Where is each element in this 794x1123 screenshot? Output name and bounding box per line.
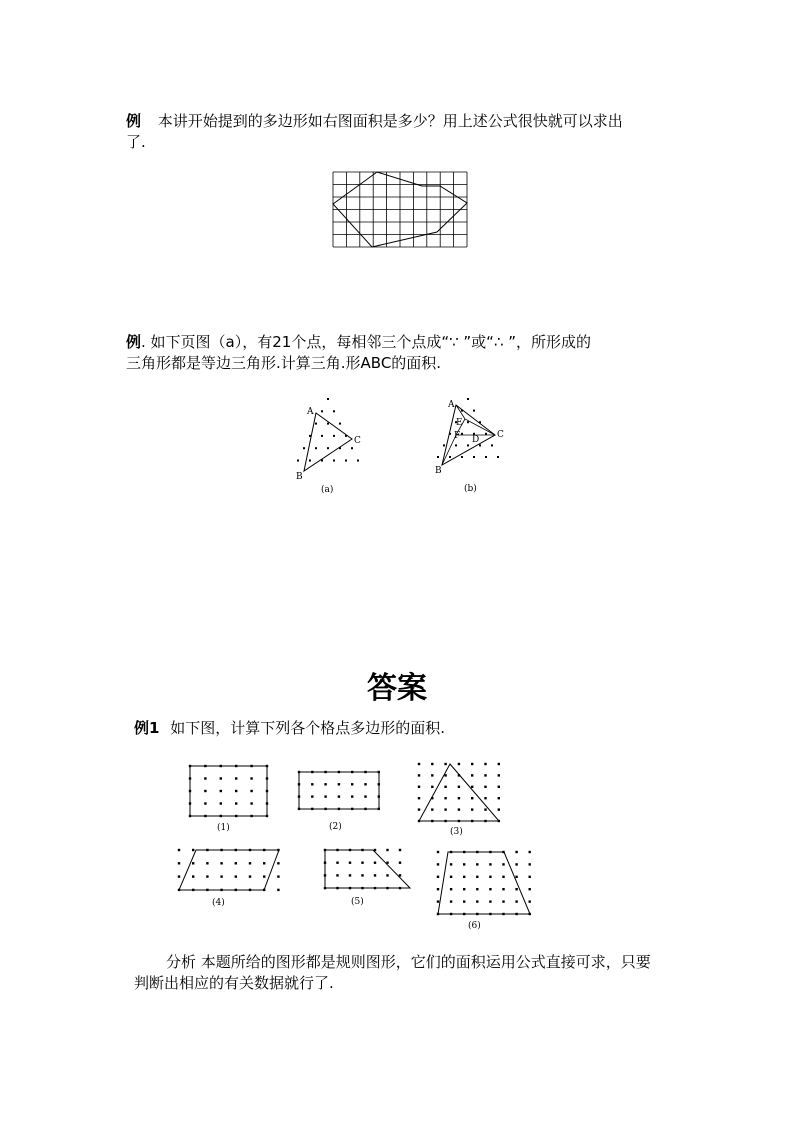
lattice-dot	[192, 849, 194, 851]
lattice-dot	[476, 863, 478, 865]
lattice-dot	[338, 783, 340, 785]
lattice-dot	[235, 802, 237, 804]
lattice-dot	[399, 849, 401, 851]
lattice-dot	[338, 795, 340, 797]
lattice-shape-6	[438, 852, 530, 914]
lattice-dot	[311, 795, 313, 797]
lattice-dot	[450, 888, 452, 890]
lattice-dot	[235, 790, 237, 792]
lattice-dot	[444, 763, 446, 765]
lattice-figures	[170, 758, 540, 931]
lattice-dot	[484, 808, 486, 810]
lattice-dot	[437, 888, 439, 890]
caption-a: (a)	[321, 485, 334, 495]
lattice-dot	[311, 783, 313, 785]
caption-5: (5)	[351, 897, 364, 907]
lattice-dot	[444, 808, 446, 810]
point-b-label: B	[296, 472, 303, 482]
caption-4: (4)	[212, 898, 225, 908]
lattice-dot	[471, 763, 473, 765]
lattice-dot	[471, 797, 473, 799]
lattice-dot	[485, 433, 487, 435]
lattice-dot	[418, 763, 420, 765]
grid-polygon-figure	[332, 171, 468, 247]
lattice-dot	[263, 875, 265, 877]
lattice-dot	[277, 875, 279, 877]
lattice-dot	[489, 900, 491, 902]
lattice-dot	[529, 876, 531, 878]
lattice-dot	[327, 423, 329, 425]
lattice-dot	[529, 851, 531, 853]
lattice-dot	[467, 444, 469, 446]
lattice-dot	[178, 849, 180, 851]
lattice-dot	[220, 875, 222, 877]
lattice-dot	[515, 876, 517, 878]
lattice-dot	[484, 763, 486, 765]
lattice-dot	[235, 875, 237, 877]
example-line-1: 本讲开始提到的多边形如右图面积是多少？用上述公式很快就可以求出	[157, 112, 623, 130]
lattice-dot	[498, 774, 500, 776]
point-a-label-b: A	[448, 400, 455, 410]
lattice-dot	[498, 797, 500, 799]
lattice-dot	[204, 790, 206, 792]
lattice-dot	[333, 460, 335, 462]
point-e-label-b: E	[456, 418, 463, 428]
lattice-dot	[476, 888, 478, 890]
lattice-dot	[336, 874, 338, 876]
lattice-dot	[498, 786, 500, 788]
lattice-dot	[178, 875, 180, 877]
lattice-dot	[444, 786, 446, 788]
lattice-dot	[204, 777, 206, 779]
answer-title: 答案	[367, 671, 427, 706]
lattice-dot	[309, 460, 311, 462]
lattice-dot	[303, 447, 305, 449]
lattice-dot	[374, 874, 376, 876]
lattice-dot	[489, 876, 491, 878]
lattice-dot	[178, 862, 180, 864]
lattice-shape-5	[325, 850, 410, 888]
triangle-figure-a	[280, 392, 380, 497]
answer-label: 例1	[134, 719, 160, 737]
lattice-dot	[431, 786, 433, 788]
lattice-dot	[321, 435, 323, 437]
lattice-dot	[386, 874, 388, 876]
lattice-dot	[250, 802, 252, 804]
lattice-dot	[529, 863, 531, 865]
lattice-dot	[497, 456, 499, 458]
lattice-dot	[476, 876, 478, 878]
lattice-dot	[485, 456, 487, 458]
lattice-dot	[515, 851, 517, 853]
lattice-dot	[476, 900, 478, 902]
lattice-dot	[471, 774, 473, 776]
lattice-dot	[471, 786, 473, 788]
lattice-dot	[220, 862, 222, 864]
lattice-dot	[455, 444, 457, 446]
lattice-dot	[463, 863, 465, 865]
lattice-dot	[473, 410, 475, 412]
lattice-dot	[515, 863, 517, 865]
lattice-dot	[437, 876, 439, 878]
lattice-dot	[484, 786, 486, 788]
lattice-dot	[277, 862, 279, 864]
lattice-dot	[364, 783, 366, 785]
lattice-dot	[450, 900, 452, 902]
lattice-dot	[315, 447, 317, 449]
point-a-label: A	[307, 407, 314, 417]
triangle-figure-b	[420, 392, 520, 497]
lattice-dot	[431, 808, 433, 810]
lattice-dot	[418, 786, 420, 788]
lattice-shape-1	[190, 766, 267, 816]
lattice-dot	[450, 876, 452, 878]
lattice-dot	[249, 862, 251, 864]
lattice-dot	[349, 874, 351, 876]
lattice-dot	[463, 876, 465, 878]
lattice-dot	[437, 863, 439, 865]
answer-intro: 如下图，计算下列各个格点多边形的面积.	[170, 719, 445, 737]
lattice-dot	[498, 763, 500, 765]
lattice-shape-2	[299, 772, 379, 809]
lattice-dot	[450, 863, 452, 865]
lattice-dot	[502, 863, 504, 865]
example-tri-line-1: . 如下页图（a），有21个点，每相邻三个点成“∵ ”或“∴ ”，所形成的	[141, 333, 592, 351]
example-triangle-text	[126, 332, 686, 374]
lattice-dot	[399, 862, 401, 864]
lattice-dot	[324, 795, 326, 797]
lattice-dot	[418, 797, 420, 799]
lattice-dot	[220, 802, 222, 804]
lattice-dot	[345, 460, 347, 462]
example-tri-line-2: 三角形都是等边三角形.计算三角.形ABC的面积.	[126, 354, 442, 372]
lattice-dot	[321, 410, 323, 412]
caption-b: (b)	[464, 484, 477, 494]
lattice-dot	[315, 423, 317, 425]
lattice-dot	[437, 851, 439, 853]
lattice-dot	[418, 808, 420, 810]
lattice-dot	[351, 447, 353, 449]
analysis-line-2: 判断出相应的有关数据就行了.	[134, 974, 334, 992]
caption-3: (3)	[450, 827, 463, 837]
lattice-dot	[498, 808, 500, 810]
lattice-shape-4	[179, 850, 279, 890]
example-line-2: 了.	[126, 133, 146, 151]
lattice-dot	[250, 790, 252, 792]
lattice-dot	[467, 398, 469, 400]
lattice-dot	[374, 862, 376, 864]
lattice-dot	[502, 876, 504, 878]
point-c-label-b: C	[497, 430, 504, 440]
caption-2: (2)	[329, 822, 342, 832]
lattice-dot	[484, 774, 486, 776]
example-label-2: 例	[126, 333, 142, 351]
lattice-dot	[364, 795, 366, 797]
lattice-dot	[471, 808, 473, 810]
analysis-line-1: 分析 本题所给的图形都是规则图形，它们的面积运用公式直接可求，只要	[166, 953, 651, 971]
lattice-dot	[351, 795, 353, 797]
point-b-label-b: B	[435, 466, 442, 476]
caption-1: (1)	[217, 823, 230, 833]
lattice-dot	[339, 423, 341, 425]
lattice-dot	[529, 900, 531, 902]
lattice-dot	[437, 900, 439, 902]
lattice-dot	[349, 862, 351, 864]
lattice-dot	[250, 777, 252, 779]
lattice-dot	[277, 889, 279, 891]
lattice-dot	[333, 435, 335, 437]
example-grid-text	[126, 111, 686, 153]
lattice-dot	[461, 456, 463, 458]
lattice-dot	[351, 783, 353, 785]
lattice-dot	[235, 777, 237, 779]
analysis-text	[134, 952, 694, 994]
lattice-dot	[431, 774, 433, 776]
answer-example-line	[134, 718, 694, 739]
lattice-dot	[220, 777, 222, 779]
lattice-dot	[461, 433, 463, 435]
lattice-dot	[192, 875, 194, 877]
lattice-dot	[458, 797, 460, 799]
lattice-dot	[502, 888, 504, 890]
lattice-dot	[206, 875, 208, 877]
lattice-dot	[491, 444, 493, 446]
example-label: 例	[126, 112, 142, 130]
point-c-label: C	[354, 436, 361, 446]
lattice-dot	[327, 398, 329, 400]
lattice-dot	[443, 444, 445, 446]
lattice-dot	[458, 808, 460, 810]
point-f-label-b: F	[454, 431, 461, 441]
lattice-dot	[357, 460, 359, 462]
lattice-dot	[324, 783, 326, 785]
lattice-dot	[463, 888, 465, 890]
lattice-dot	[463, 900, 465, 902]
lattice-dot	[515, 888, 517, 890]
lattice-dot	[204, 802, 206, 804]
lattice-dot	[484, 797, 486, 799]
lattice-dot	[489, 863, 491, 865]
lattice-dot	[327, 447, 329, 449]
lattice-dot	[361, 874, 363, 876]
lattice-dot	[437, 456, 439, 458]
lattice-dot	[386, 849, 388, 851]
lattice-dot	[333, 410, 335, 412]
lattice-dot	[263, 862, 265, 864]
lattice-dot	[297, 460, 299, 462]
lattice-dot	[458, 786, 460, 788]
lattice-dot	[418, 774, 420, 776]
lattice-dot	[431, 763, 433, 765]
lattice-dot	[479, 444, 481, 446]
lattice-dot	[249, 875, 251, 877]
lattice-dot	[515, 900, 517, 902]
lattice-dot	[449, 456, 451, 458]
lattice-dot	[458, 763, 460, 765]
lattice-dot	[361, 862, 363, 864]
lattice-dot	[489, 888, 491, 890]
lattice-dot	[473, 456, 475, 458]
lattice-dot	[220, 790, 222, 792]
caption-6: (6)	[468, 921, 481, 931]
lattice-dot	[206, 862, 208, 864]
lattice-dot	[192, 862, 194, 864]
lattice-dot	[467, 421, 469, 423]
lattice-shape-3	[419, 764, 499, 821]
lattice-dot	[444, 797, 446, 799]
lattice-dot	[235, 862, 237, 864]
lattice-dot	[529, 888, 531, 890]
lattice-dot	[502, 900, 504, 902]
point-d-label-b: D	[472, 435, 480, 445]
lattice-dot	[336, 862, 338, 864]
